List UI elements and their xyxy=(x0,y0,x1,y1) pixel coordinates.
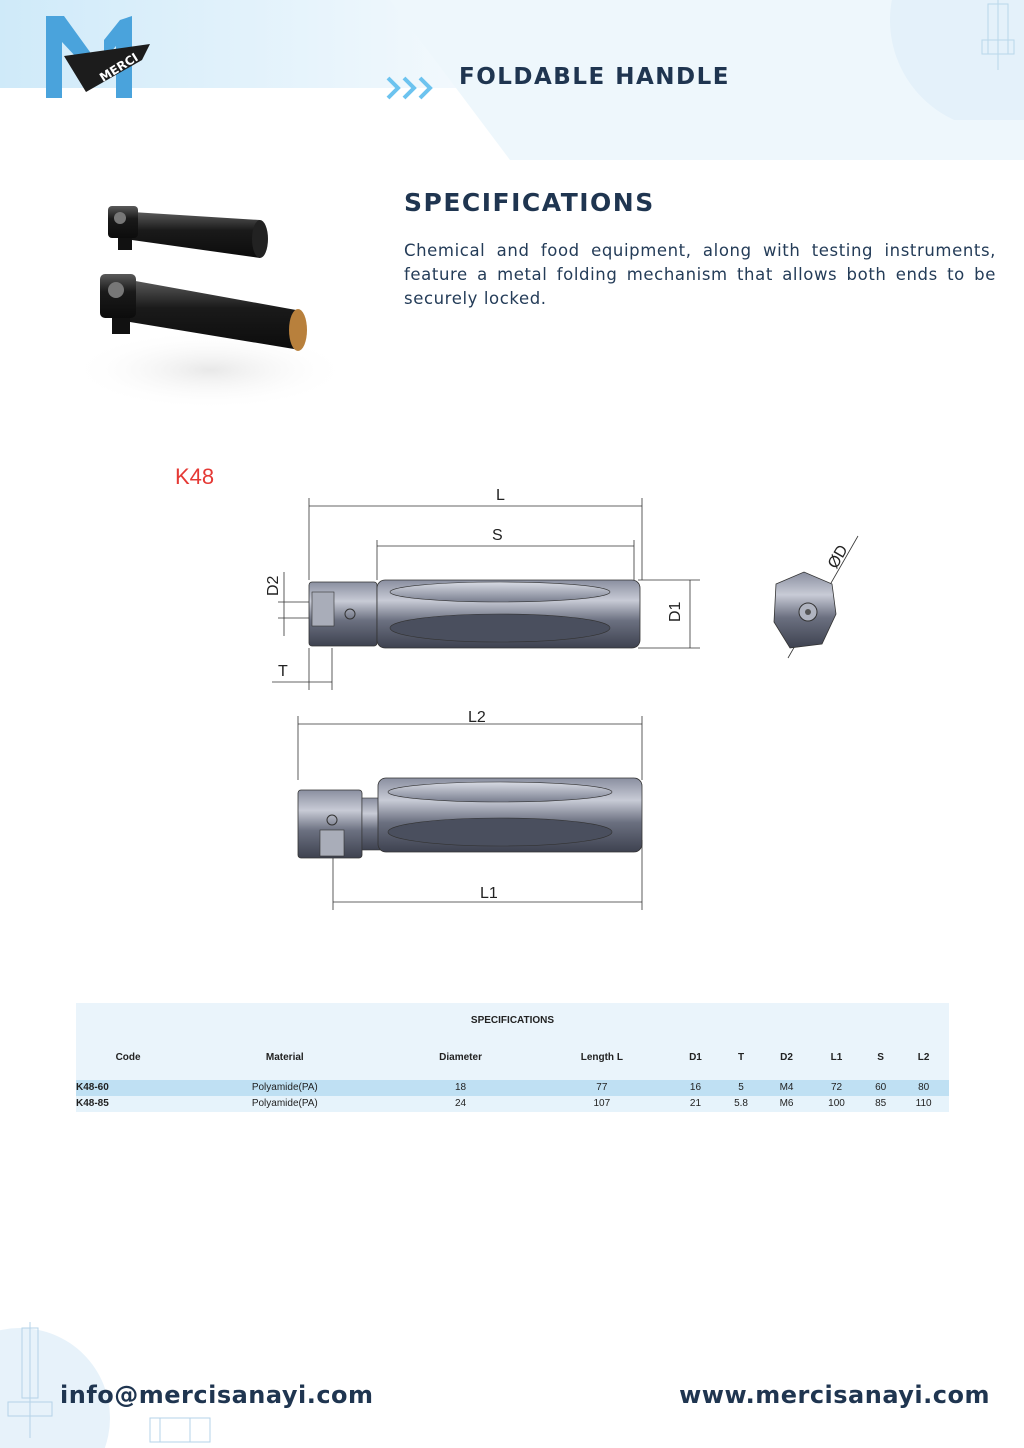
column-header: D1 xyxy=(672,1034,719,1080)
merci-logo xyxy=(46,16,156,102)
table-title: SPECIFICATIONS xyxy=(76,1003,949,1034)
table-cell: 77 xyxy=(532,1080,672,1096)
website-link[interactable]: www.mercisanayi.com xyxy=(679,1381,990,1409)
table-cell: 80 xyxy=(898,1080,949,1096)
dim-label-s: S xyxy=(492,527,503,544)
table-cell: M4 xyxy=(763,1080,810,1096)
table-cell: 21 xyxy=(672,1096,719,1112)
column-header: L2 xyxy=(898,1034,949,1080)
table-cell: 5 xyxy=(719,1080,763,1096)
table-cell: 85 xyxy=(863,1096,898,1112)
column-header: Code xyxy=(76,1034,180,1080)
table-cell: 24 xyxy=(389,1096,531,1112)
svg-text:MERCI: MERCI xyxy=(97,50,141,85)
column-header: Diameter xyxy=(389,1034,531,1080)
column-header: L1 xyxy=(810,1034,863,1080)
chevron-arrows-icon xyxy=(384,72,440,104)
page-title: FOLDABLE HANDLE xyxy=(459,64,730,90)
table-cell: Polyamide(PA) xyxy=(180,1096,389,1112)
foldable-handle-photo xyxy=(60,170,360,410)
column-header: Length L xyxy=(532,1034,672,1080)
table-cell: K48-85 xyxy=(76,1096,180,1112)
dim-label-diameter: ØD xyxy=(824,542,852,572)
dim-label-d1: D1 xyxy=(667,601,684,622)
table-cell: 72 xyxy=(810,1080,863,1096)
column-header: T xyxy=(719,1034,763,1080)
specifications-table xyxy=(76,1003,949,1112)
contact-email-link[interactable]: info@mercisanayi.com xyxy=(60,1381,374,1409)
specifications-heading: SPECIFICATIONS xyxy=(404,188,655,217)
table-cell: 107 xyxy=(532,1096,672,1112)
model-code: K48 xyxy=(175,464,215,489)
dim-label-t: T xyxy=(278,663,288,680)
dim-label-l1: L1 xyxy=(480,885,498,902)
specifications-description: Chemical and food equipment, along with testing instruments, feature a metal folding mechanism that allows both ends to be securely locked. xyxy=(404,241,996,308)
column-header: D2 xyxy=(763,1034,810,1080)
table-cell: Polyamide(PA) xyxy=(180,1080,389,1096)
table-row xyxy=(76,1096,949,1112)
table-cell: M6 xyxy=(763,1096,810,1112)
blueprint-decoration xyxy=(870,0,1024,120)
technical-drawing xyxy=(260,480,880,920)
dim-label-d2: D2 xyxy=(265,575,282,596)
table-row xyxy=(76,1080,949,1096)
table-cell: 16 xyxy=(672,1080,719,1096)
table-cell: K48-60 xyxy=(76,1080,180,1096)
table-header-row xyxy=(76,1034,949,1080)
dim-label-l: L xyxy=(496,487,505,504)
table-cell: 60 xyxy=(863,1080,898,1096)
table-cell: 110 xyxy=(898,1096,949,1112)
column-header: Material xyxy=(180,1034,389,1080)
table-cell: 100 xyxy=(810,1096,863,1112)
table-cell: 5.8 xyxy=(719,1096,763,1112)
dim-label-l2: L2 xyxy=(468,709,486,726)
column-header: S xyxy=(863,1034,898,1080)
table-cell: 18 xyxy=(389,1080,531,1096)
